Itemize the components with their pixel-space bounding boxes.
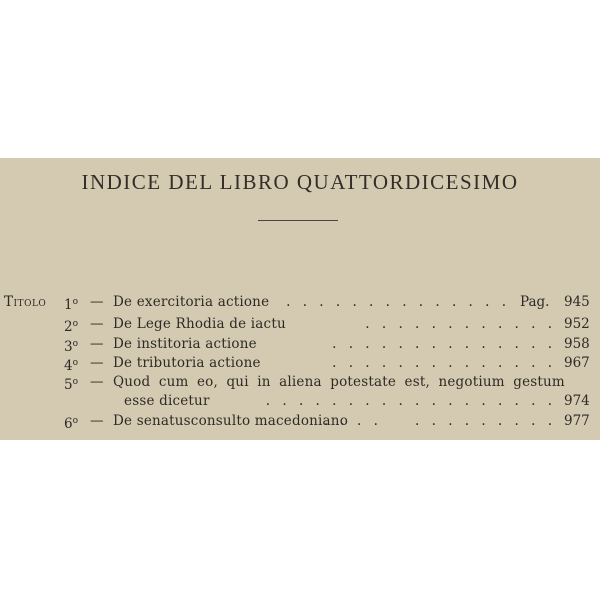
entry-page-number: 945 (564, 294, 590, 310)
entry-title: Quod cum eo, qui in aliena potestate est, negotium gestum (113, 374, 565, 390)
entry-dash: — (90, 336, 104, 352)
entry-number: 5$^o$ (64, 377, 79, 393)
entry-title: De Lege Rhodia de iactu (113, 316, 286, 332)
index-entry (0, 372, 600, 392)
title-divider-rule (258, 220, 338, 221)
entry-title-continuation: esse dicetur (124, 393, 210, 409)
entry-number: 4$^o$ (64, 358, 79, 374)
index-entry (0, 314, 600, 334)
book-page (0, 158, 600, 440)
entry-page-number: 977 (564, 413, 590, 429)
index-entry-continuation (0, 391, 600, 411)
entry-dash: — (90, 374, 104, 390)
leader-dots: . . . . . . . . . . . . . (323, 413, 556, 429)
entry-page-number: 958 (564, 336, 590, 352)
index-entry (0, 334, 600, 354)
leader-dots: . . . . . . . . . . . . . . (332, 355, 556, 371)
entry-dash: — (90, 413, 104, 429)
titolo-label: Titolo (4, 294, 47, 310)
entry-number: 2$^o$ (64, 319, 79, 335)
leader-dots: . . . . . . . . . . . . (365, 316, 556, 332)
entry-dash: — (90, 355, 104, 371)
entry-title: De institoria actione (113, 336, 257, 352)
entry-number: 6$^o$ (64, 416, 79, 432)
pag-label: Pag. (520, 294, 550, 310)
index-entry (0, 292, 600, 312)
leader-dots: . . . . . . . . . . . . . . (332, 336, 556, 352)
entry-number: 3$^o$ (64, 339, 79, 355)
leader-dots: . . . . . . . . . . . . . . . . . . (265, 393, 556, 409)
leader-dots: . . . . . . . . . . . . . . (286, 294, 510, 310)
entry-title: De tributoria actione (113, 355, 261, 371)
entry-title: De senatusconsulto macedoniano (113, 413, 349, 429)
entry-title: De exercitoria actione (113, 294, 270, 310)
entry-page-number: 967 (564, 355, 590, 371)
entry-dash: — (90, 316, 104, 332)
index-title: INDICE DEL LIBRO QUATTORDICESIMO (81, 170, 519, 194)
entry-page-number: 952 (564, 316, 590, 332)
entry-page-number: 974 (564, 393, 590, 409)
index-entry (0, 353, 600, 373)
index-entry (0, 411, 600, 431)
entry-dash: — (90, 294, 104, 310)
entry-number: 1$^o$ (64, 297, 79, 313)
